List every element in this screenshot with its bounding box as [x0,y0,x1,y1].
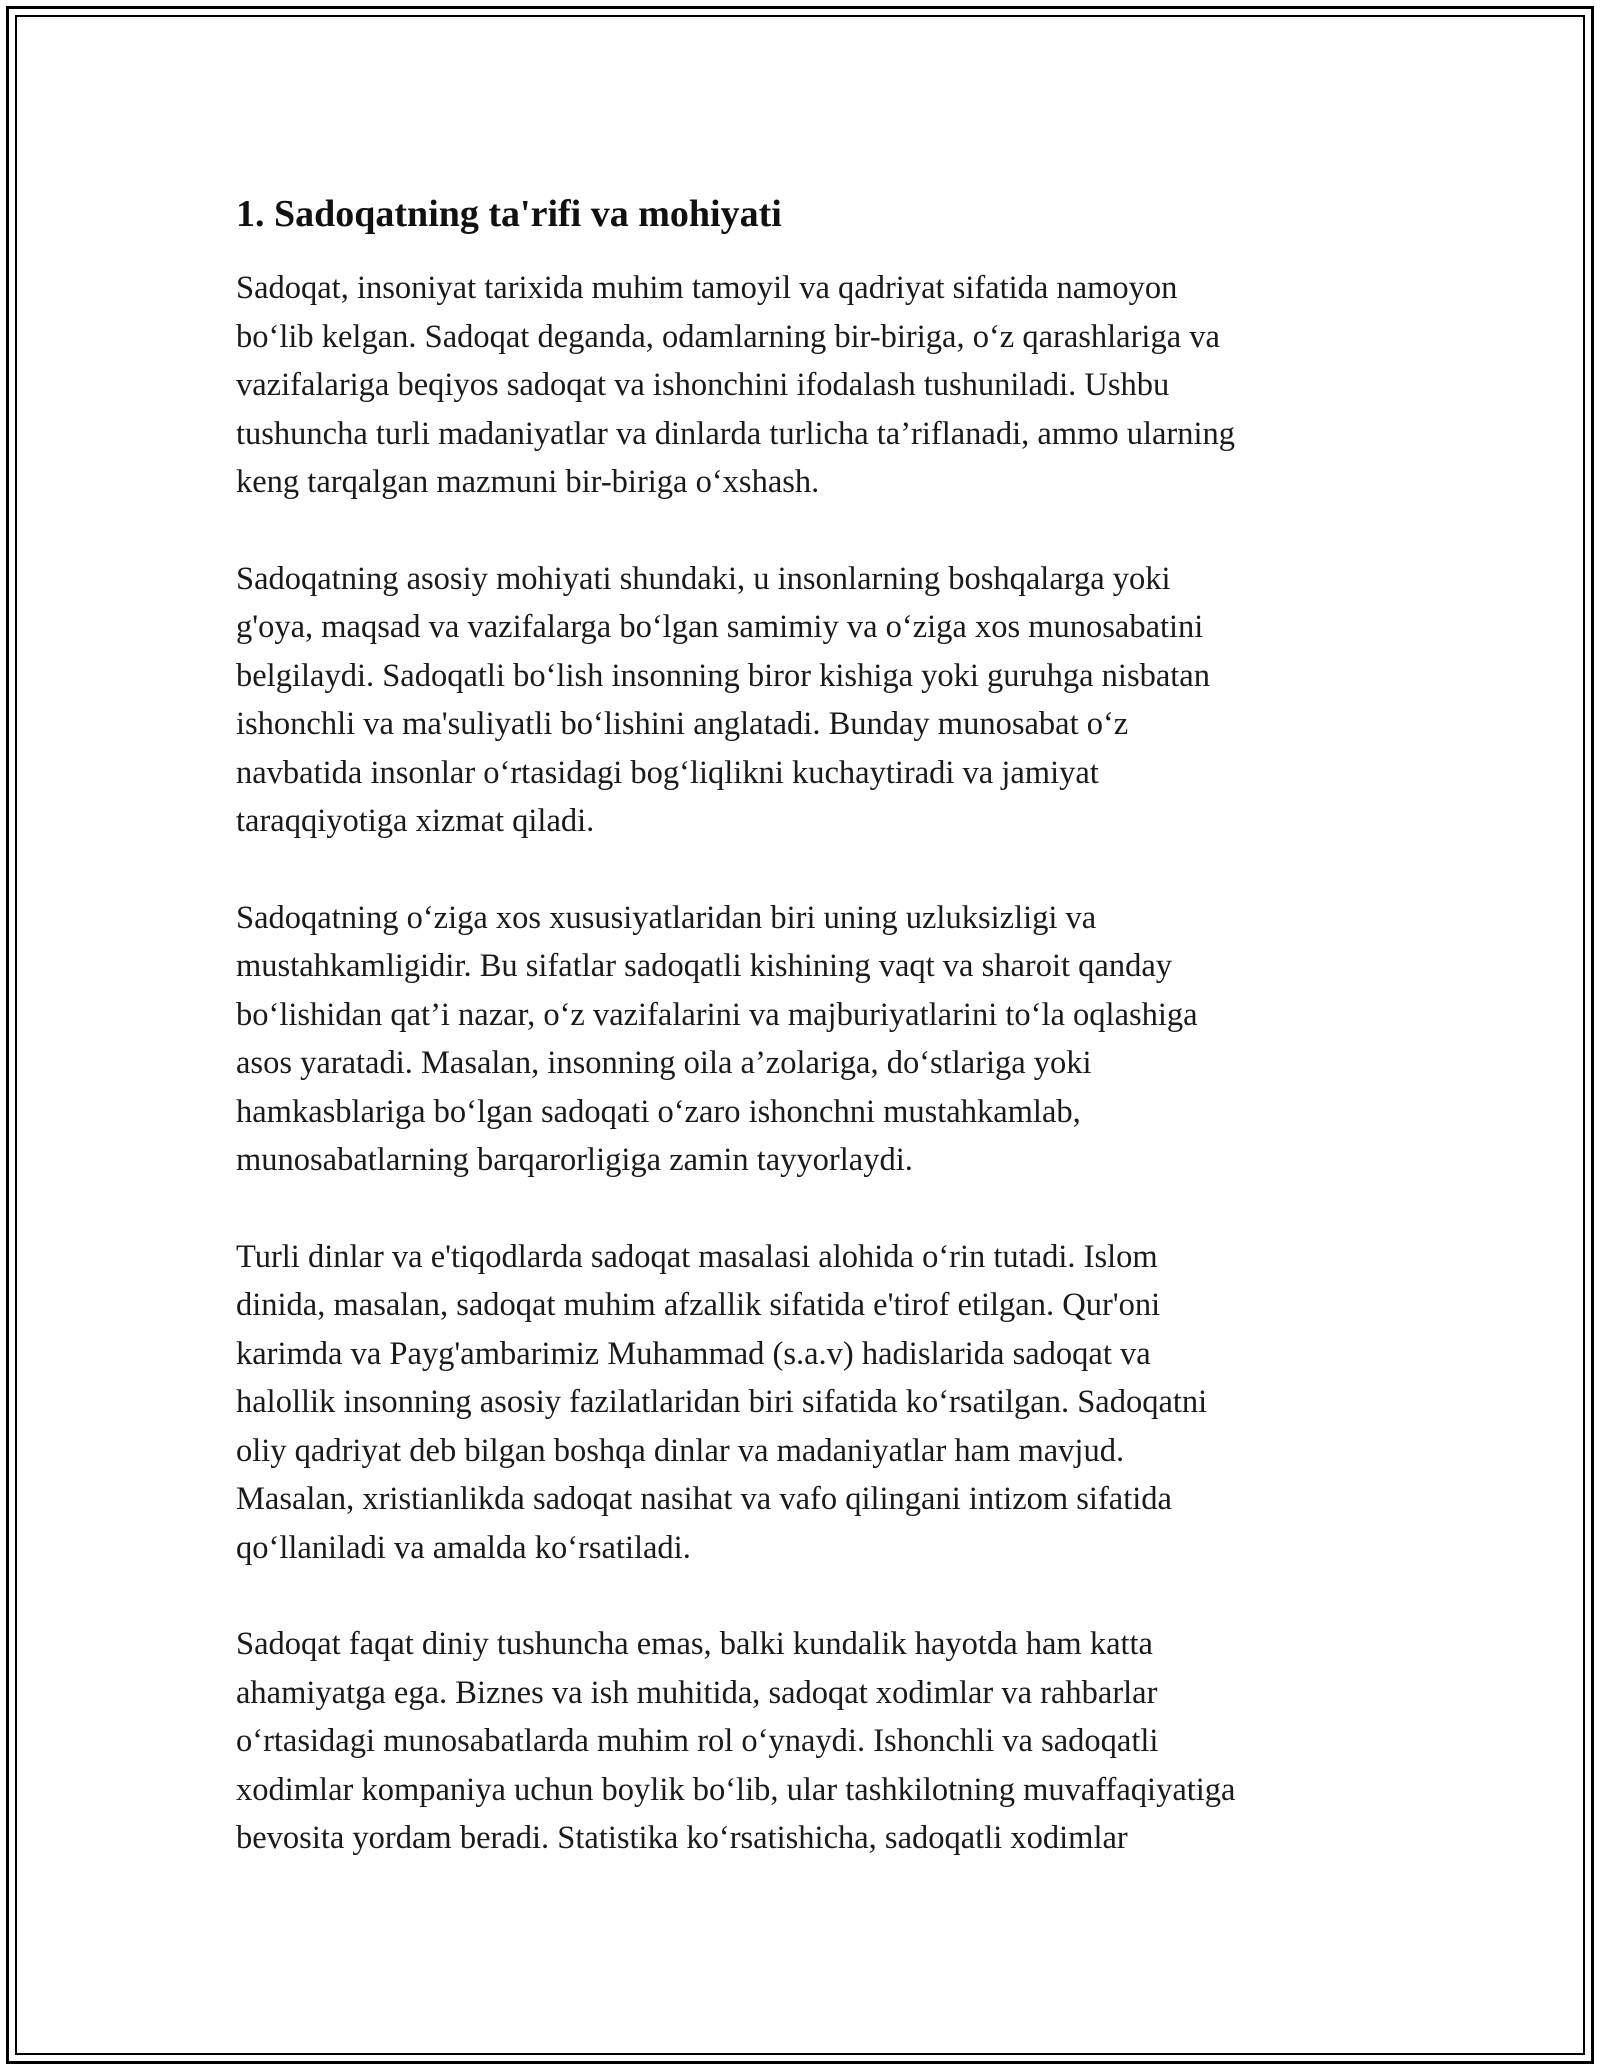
text-line: bevosita yordam beradi. Statistika ko‘rsatishicha, sadoqatli xodimlar [236,1820,1128,1856]
text-line: asos yaratadi. Masalan, insonning oila a’zolariga, do‘stlariga yoki [236,1045,1092,1081]
text-line: Sadoqat, insoniyat tarixida muhim tamoyil va qadriyat sifatida namoyon [236,270,1178,306]
text-line: keng tarqalgan mazmuni bir-biriga o‘xshash. [236,464,820,500]
text-line: Sadoqatning asosiy mohiyati shundaki, u insonlarning boshqalarga yoki [236,560,1171,597]
text-line: dinida, masalan, sadoqat muhim afzallik sifatida e'tirof etilgan. Qur'oni [236,1287,1161,1323]
text-line: munosabatlarning barqarorligiga zamin tayyorlaydi. [236,1142,913,1178]
text-line: taraqqiyotiga xizmat qiladi. [236,803,595,839]
paragraph-5 [236,1620,1386,1863]
text-line: vazifalariga beqiyos sadoqat va ishonchini ifodalash tushuniladi. Ushbu [236,367,1170,403]
text-line: qo‘llaniladi va amalda ko‘rsatiladi. [236,1529,691,1566]
paragraph-4 [236,1233,1386,1573]
text-line: mustahkamligidir. Bu sifatlar sadoqatli kishining vaqt va sharoit qanday [236,948,1173,984]
document-body [236,186,1386,1911]
text-line: Turli dinlar va e'tiqodlarda sadoqat masalasi alohida o‘rin tutadi. Islom [236,1238,1158,1275]
section-heading: 1. Sadoqatning ta'rifi va mohiyati [236,193,782,235]
text-line: belgilaydi. Sadoqatli bo‘lish insonning biror kishiga yoki guruhga nisbatan [236,657,1210,694]
text-line: halollik insonning asosiy fazilatlaridan biri sifatida ko‘rsatilgan. Sadoqatni [236,1384,1208,1420]
text-line: karimda va Payg'ambarimiz Muhammad (s.a.v) hadislarida sadoqat va [236,1335,1151,1372]
text-line: ishonchli va ma'suliyatli bo‘lishini anglatadi. Bunday munosabat o‘z [236,706,1129,742]
text-line: o‘rtasidagi munosabatlarda muhim rol o‘ynaydi. Ishonchli va sadoqatli [236,1723,1159,1759]
text-line: bo‘lib kelgan. Sadoqat deganda, odamlarning bir-biriga, o‘z qarashlariga va [236,318,1220,355]
text-line: Masalan, xristianlikda sadoqat nasihat va vafo qilingani intizom sifatida [236,1481,1172,1517]
text-line: hamkasblariga bo‘lgan sadoqati o‘zaro ishonchni mustahkamlab, [236,1093,1081,1130]
paragraphs-container [236,264,1386,1863]
text-line: Sadoqatning o‘ziga xos xususiyatlaridan biri uning uzluksizligi va [236,899,1097,936]
text-line: g'oya, maqsad va vazifalarga bo‘lgan samimiy va o‘ziga xos munosabatini [236,609,1204,645]
paragraph-2 [236,555,1386,846]
text-line: tushuncha turli madaniyatlar va dinlarda turlicha ta’riflanadi, ammo ularning [236,415,1236,452]
text-line: Sadoqat faqat diniy tushuncha emas, balki kundalik hayotda ham katta [236,1626,1153,1662]
text-line: bo‘lishidan qat’i nazar, o‘z vazifalarini va majburiyatlarini to‘la oqlashiga [236,996,1198,1033]
text-line: ahamiyatga ega. Biznes va ish muhitida, sadoqat xodimlar va rahbarlar [236,1674,1158,1711]
text-line: xodimlar kompaniya uchun boylik bo‘lib, ular tashkilotning muvaffaqiyatiga [236,1771,1236,1808]
text-line: oliy qadriyat deb bilgan boshqa dinlar va madaniyatlar ham mavjud. [236,1432,1125,1469]
paragraph-1 [236,264,1386,507]
text-line: navbatida insonlar o‘rtasidagi bog‘liqlikni kuchaytiradi va jamiyat [236,754,1099,791]
paragraph-3 [236,894,1386,1185]
